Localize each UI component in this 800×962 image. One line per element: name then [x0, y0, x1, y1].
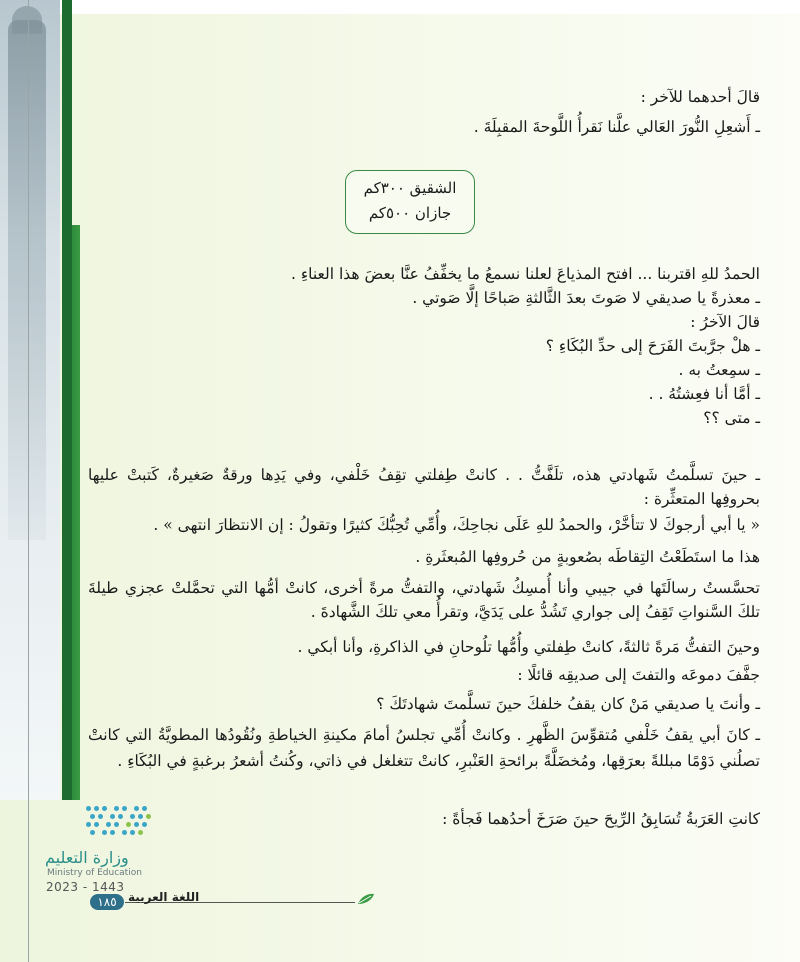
page-frame-line	[28, 0, 29, 962]
paragraph-quote: « يا أبي أرجوكَ لا تتأخَّرْ، والحمدُ للهِ عَلَى نجاحِكَ، وأُمِّي تُحِبُّكَ كثيرًا وتقولُ : إن الانتظارَ انتهى » .	[153, 516, 760, 534]
paragraph-8: كانتِ العَرَبةُ تُسَابِقُ الرِّيحَ حينَ صَرَخَ أحدُهما فَجأةً :	[442, 810, 760, 828]
body-line: الحمدُ للهِ اقتربنا ... افتح المذياعَ لعلنا نسمعُ ما يخفِّفُ عنَّا بعضَ هذا العناءِ .	[290, 265, 760, 283]
top-margin	[0, 0, 800, 14]
ministry-logo-dots	[86, 806, 186, 846]
ministry-name-en: Ministry of Education	[47, 868, 142, 878]
road-sign	[345, 170, 475, 234]
dialogue-line: قالَ أحدهما للآخر :	[640, 88, 760, 106]
paragraph-2: هذا ما استَطَعْتُ التِقاطَه بصُعوبةٍ من حُروفِها المُبعثَرةِ .	[415, 548, 760, 566]
body-line: ـ متى ؟؟	[703, 409, 760, 427]
edition-year: 2023 - 1443	[46, 880, 125, 894]
green-stripe-dark	[62, 0, 72, 800]
body-line: قالَ الآخرُ :	[690, 313, 760, 331]
road-sign-line: جازان ٥٠٠كم	[368, 204, 452, 222]
paragraph-3: تحسَّستُ رسالَتَها في جيبي وأنا أُمسِكُ شَهادتي، والتفتُّ مرةً أخرى، كانتْ أمُّها التي تحمَّلتْ عجزي طيلةَ تلكَ السَّنواتِ تَقِفُ إلى جواري تَشُدُّ على يَدَيَّ، وتقرأُ معي تلكَ الشَّهادةَ .	[88, 579, 760, 621]
body-line: ـ هلْ جرَّبتَ الفَرَحَ إلى حدِّ البُكَاءِ ؟	[545, 337, 760, 355]
paragraph-1: ـ حينَ تسلَّمتُ شَهادتي هذه، تلَفَّتُّ . . كانتْ طِفلتي تقِفُ خَلْفي، وفي يَدِها ورقةٌ صَغيرةٌ، كَتبتْ عليها بحروفِها المتعثِّرة :	[88, 466, 760, 508]
page-number: ١٨٥	[90, 894, 124, 910]
minaret-image	[8, 20, 46, 540]
body-line: ـ أمَّا أنا فعِشتُهُ . .	[648, 385, 760, 403]
body-line: ـ سمِعتُ به .	[678, 361, 760, 379]
road-sign-line: الشقيق ٣٠٠كم	[363, 179, 457, 197]
paragraph-7: ـ كانَ أبي يقفُ خَلْفي مُتقوِّسَ الظَّهرِ . وكانتْ أُمِّي تجلسُ أمامَ مكينةِ الخياطةِ ونُقُودُها المطويَّةُ التي كانتْ تصلُني دَوْمًا مبللةً بعرَقِها، ومُخضَلَّةً برائحةِ العَنْبرِ، كانتْ تتغلغل في ذاتي، وكُنتُ أشعرُ برغبةٍ في البُكَاءِ .	[88, 726, 760, 770]
body-line: ـ معذرةً يا صديقي لا صَوتَ بعدَ الثَّالثةِ صَباحًا إلَّا صَوتي .	[412, 289, 760, 307]
mosque-photo-strip	[0, 0, 60, 800]
leaf-icon	[357, 892, 375, 906]
dialogue-line: ـ أَشعِلِ النُّورَ العَالي علَّنا نَقرأُ اللَّوحةَ المقبِلَةَ .	[473, 117, 760, 136]
paragraph-6: ـ وأنتَ يا صديقي مَنْ كان يقفُ خلفكَ حينَ تسلَّمتَ شهادتَكَ ؟	[376, 695, 760, 713]
dialogue-top	[160, 86, 760, 139]
ministry-name-ar: وزارة التعليم	[45, 848, 129, 867]
paragraph-5: جفَّفَ دموعَه والتفتَ إلى صديقِه قائلًا :	[517, 666, 760, 684]
dialogue-body	[160, 262, 760, 430]
subject-title: اللغة العربية	[128, 890, 200, 904]
paragraph-4: وحينَ التفتُّ مَرةً ثالثةً، كانتْ طِفلتي وأُمُّها تلُوحانِ في الذاكرةِ، وأنا أبكي .	[297, 638, 760, 656]
